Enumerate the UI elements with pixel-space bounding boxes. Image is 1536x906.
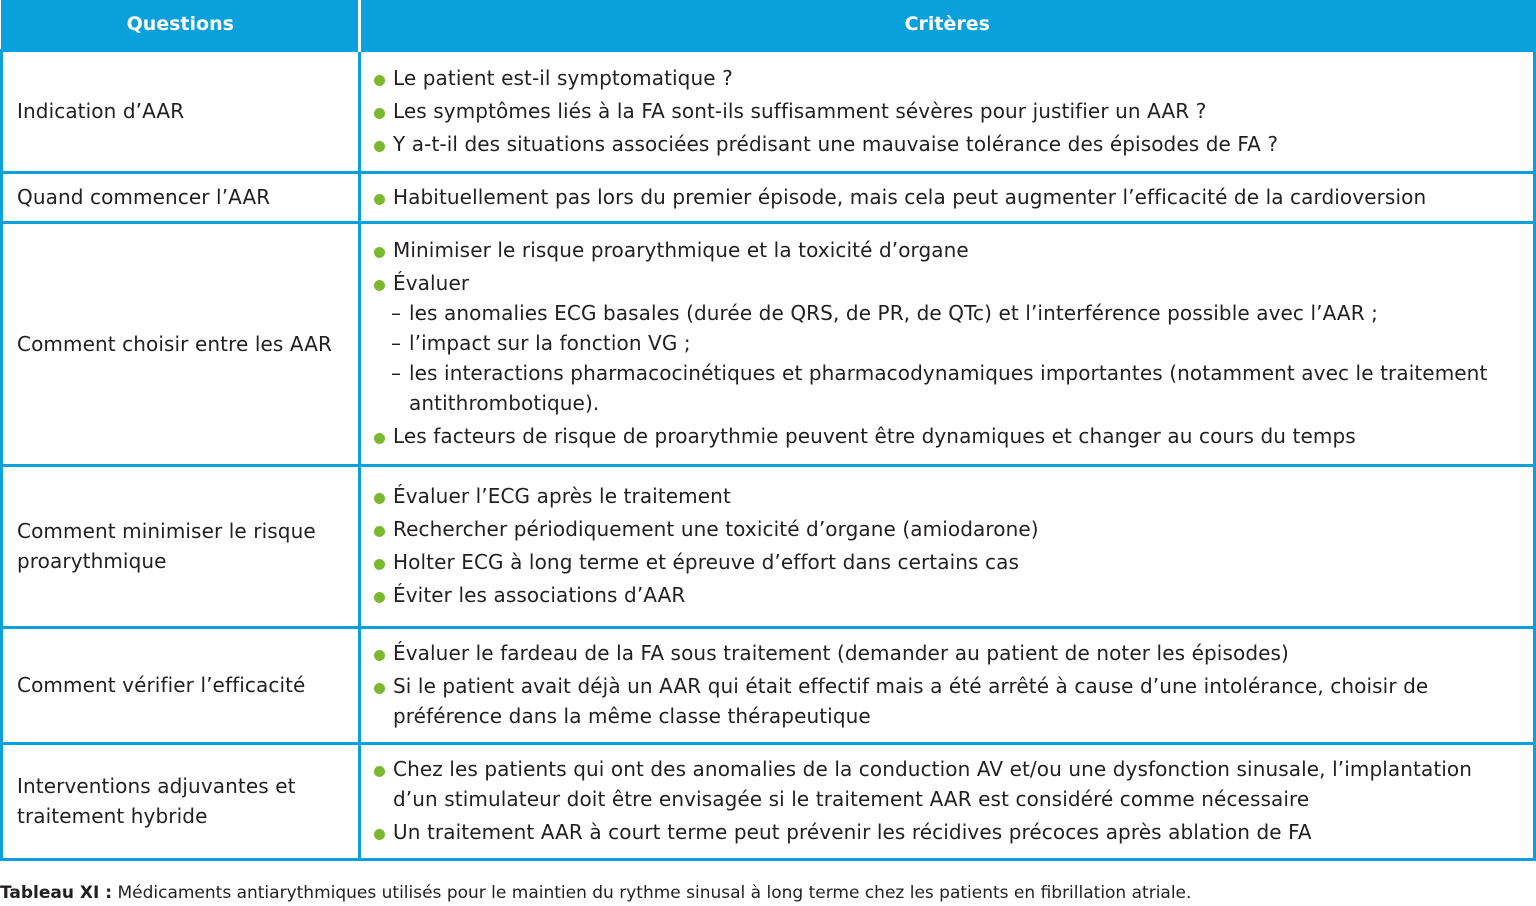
table-row [2,222,1535,465]
dash-icon: – [391,361,402,385]
list-item [374,268,1523,418]
sub-list [391,298,1523,418]
list-item-content [393,754,1523,814]
dash-icon: – [391,331,402,355]
list-item-text: Évaluer le fardeau de la FA sous traitement (demander au patient de noter les épisodes) [393,641,1289,665]
bullet-icon [374,493,385,504]
list-item-content [393,96,1523,126]
bullet-icon [374,650,385,661]
list-item [374,421,1523,451]
list-item-text: Évaluer [393,271,470,295]
bullet-icon [374,141,385,152]
list-item [374,514,1523,544]
list-item [374,817,1523,847]
question-cell: Comment minimiser le risque proarythmique [2,465,360,627]
bullet-icon [374,766,385,777]
caption-label: Tableau XI : [0,883,113,903]
bullet-icon [374,592,385,603]
sub-list-item-text: l’impact sur la fonction VG ; [409,331,691,355]
bullet-icon [374,280,385,291]
list-item-text: Chez les patients qui ont des anomalies de la conduction AV et/ou une dysfonction sinusale, l’implantation d’un stimulateur doit être envisagée si le traitement AAR est considéré comme nécessaire [393,757,1473,811]
question-cell: Comment vérifier l’efficacité [2,627,360,743]
list-item [374,182,1523,212]
table-row [2,50,1535,172]
criteria-list [374,754,1523,847]
list-item [374,547,1523,577]
list-item-text: Minimiser le risque proarythmique et la toxicité d’organe [393,238,969,262]
list-item [374,671,1523,731]
bullet-icon [374,526,385,537]
criteria-cell [360,743,1535,859]
bullet-icon [374,683,385,694]
list-item-content [393,421,1523,451]
list-item [374,580,1523,610]
bullet-icon [374,247,385,258]
list-item-text: Rechercher périodiquement une toxicité d’organe (amiodarone) [393,517,1039,541]
question-cell: Indication d’AAR [2,50,360,172]
list-item-content [393,63,1523,93]
list-item-content [393,129,1523,159]
caption-text: Médicaments antiarythmiques utilisés pour le maintien du rythme sinusal à long terme chez les patients en fibrillation atriale. [112,883,1192,903]
list-item-text: Y a-t-il des situations associées prédisant une mauvaise tolérance des épisodes de FA ? [393,131,1279,156]
bullet-icon [374,108,385,119]
list-item-content [393,817,1523,847]
criteria-cell [360,222,1535,465]
list-item-text: Holter ECG à long terme et épreuve d’effort dans certains cas [393,550,1019,574]
criteria-list [374,638,1523,731]
sub-list-item [391,358,1523,418]
table-row [2,627,1535,743]
table-header-row [2,0,1535,50]
criteria-cell [360,172,1535,222]
list-item-content [393,514,1523,544]
list-item-content [393,182,1523,212]
question-cell: Comment choisir entre les AAR [2,222,360,465]
bullet-icon [374,829,385,840]
list-item [374,235,1523,265]
bullet-icon [374,194,385,205]
list-item [374,481,1523,511]
table-row [2,465,1535,627]
criteria-cell [360,50,1535,172]
dash-icon: – [391,301,402,325]
list-item-content [393,268,1523,418]
list-item-text: Éviter les associations d’AAR [393,583,686,607]
criteria-list [374,481,1523,610]
criteria-list [374,63,1523,159]
list-item-text: Évaluer l’ECG après le traitement [393,484,731,508]
bullet-icon [374,75,385,86]
list-item-text: Les facteurs de risque de proarythmie peuvent être dynamiques et changer au cours du temps [393,424,1356,448]
sub-list-item-text: les interactions pharmacocinétiques et pharmacodynamiques importantes (notamment avec le traitement antithrombotique). [409,361,1488,415]
list-item [374,129,1523,159]
bullet-icon [374,559,385,570]
criteria-cell [360,627,1535,743]
list-item-text: Si le patient avait déjà un AAR qui était effectif mais a été arrêté à cause d’une intolérance, choisir de préférence dans la même classe thérapeutique [393,674,1429,728]
criteria-list [374,235,1523,451]
question-cell: Interventions adjuvantes et traitement hybride [2,743,360,859]
list-item-content [393,547,1523,577]
list-item [374,96,1523,126]
table-row [2,172,1535,222]
list-item [374,638,1523,668]
sub-list-item-text: les anomalies ECG basales (durée de QRS, de PR, de QTc) et l’interférence possible avec l’AAR ; [409,301,1379,325]
table-row [2,743,1535,859]
list-item-content [393,235,1523,265]
sub-list-item [391,298,1523,328]
list-item-text: Les symptômes liés à la FA sont-ils suffisamment sévères pour justifier un AAR ? [393,98,1207,123]
list-item-text: Le patient est-il symptomatique ? [393,65,733,90]
criteria-list [374,182,1523,212]
criteria-cell [360,465,1535,627]
list-item-content [393,671,1523,731]
sub-list-item [391,328,1523,358]
list-item-text: Habituellement pas lors du premier épisode, mais cela peut augmenter l’efficacité de la cardioversion [393,184,1427,209]
bullet-icon [374,433,385,444]
list-item [374,754,1523,814]
table-caption [0,883,1191,903]
list-item-content [393,481,1523,511]
list-item-text: Un traitement AAR à court terme peut prévenir les récidives précoces après ablation de FA [393,820,1312,844]
list-item [374,63,1523,93]
list-item-content [393,638,1523,668]
column-header-questions: Questions [2,0,360,50]
column-header-criteres: Critères [360,0,1535,50]
list-item-content [393,580,1523,610]
question-cell: Quand commencer l’AAR [2,172,360,222]
